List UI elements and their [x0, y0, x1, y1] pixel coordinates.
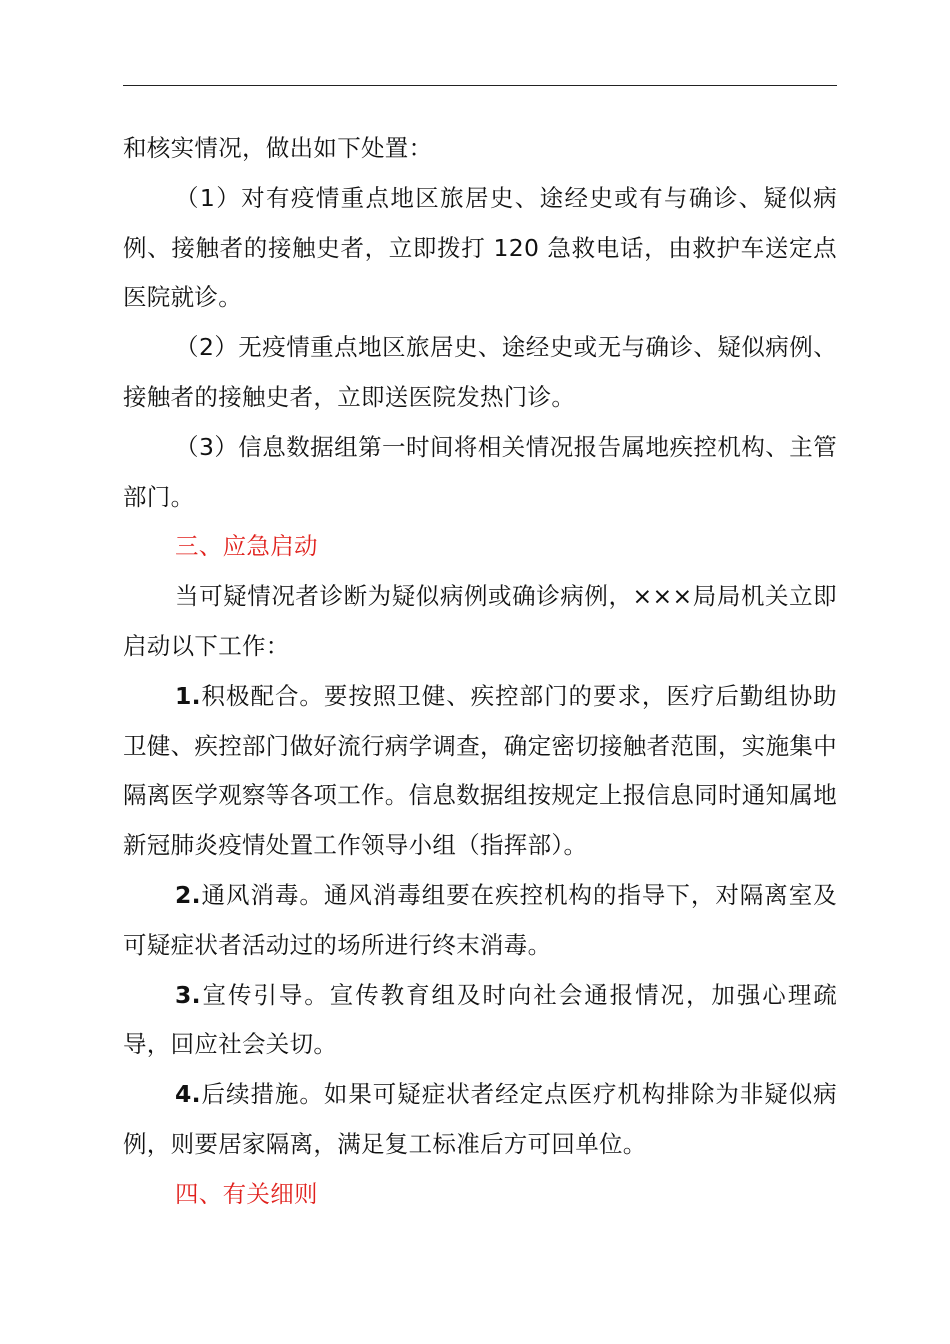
- numbered-item-2: [123, 871, 837, 971]
- paragraph-continuation: 和核实情况，做出如下处置：: [123, 134, 433, 162]
- numbered-item-3: [123, 971, 837, 1071]
- header-rule: [123, 85, 837, 86]
- numbered-item-4: [123, 1070, 837, 1170]
- item-number: 4.: [175, 1080, 201, 1109]
- item-text: 后续措施。如果可疑症状者经定点医疗机构排除为非疑似病例，则要居家隔离，满足复工标准后方可回单位。: [123, 1080, 837, 1158]
- paragraph-item-2: （2）无疫情重点地区旅居史、途经史或无与确诊、疑似病例、接触者的接触史者，立即送医院发热门诊。: [123, 333, 837, 411]
- section-heading-4: 四、有关细则: [175, 1179, 318, 1208]
- document-body: [123, 124, 837, 1220]
- item-text: 通风消毒。通风消毒组要在疾控机构的指导下，对隔离室及可疑症状者活动过的场所进行终末消毒。: [123, 880, 837, 959]
- section-heading-3: 三、应急启动: [175, 532, 318, 561]
- paragraph-intro: 当可疑情况者诊断为疑似病例或确诊病例，×××局局机关立即启动以下工作：: [123, 582, 837, 660]
- item-text: 宣传引导。宣传教育组及时向社会通报情况，加强心理疏导，回应社会关切。: [123, 980, 837, 1059]
- paragraph-item-3: （3）信息数据组第一时间将相关情况报告属地疾控机构、主管部门。: [123, 432, 837, 511]
- item-text: 积极配合。要按照卫健、疾控部门的要求，医疗后勤组协助卫健、疾控部门做好流行病学调查，确定密切接触者范围，实施集中隔离医学观察等各项工作。信息数据组按规定上报信息同时通知属地新冠肺炎疫情处置工作领导小组（指挥部）。: [123, 681, 837, 860]
- item-number: 2.: [175, 880, 201, 909]
- numbered-item-1: [123, 672, 837, 871]
- paragraph-item-1: （1）对有疫情重点地区旅居史、途经史或有与确诊、疑似病例、接触者的接触史者，立即拨打 120 急救电话，由救护车送定点医院就诊。: [123, 183, 837, 312]
- item-number: 1.: [175, 681, 201, 710]
- item-number: 3.: [175, 980, 201, 1009]
